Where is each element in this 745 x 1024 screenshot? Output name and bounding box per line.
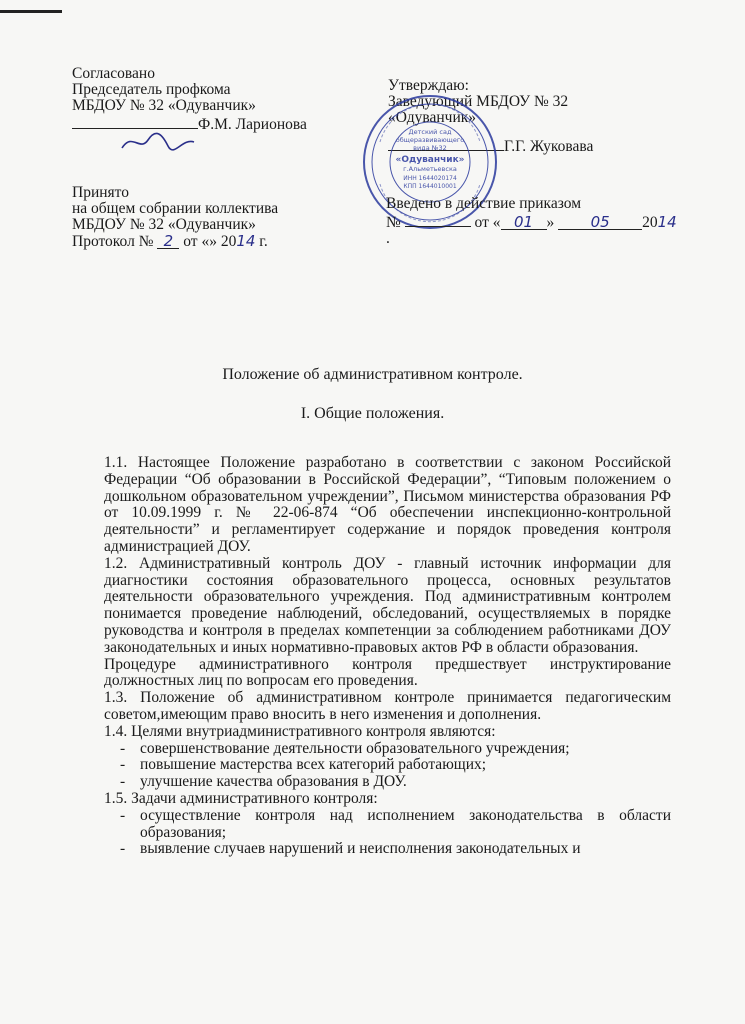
order-number-blank [405, 212, 471, 227]
protocol-date: от «» 20 [183, 233, 237, 250]
order-from: от « [474, 214, 501, 231]
order-day-close: » [546, 214, 555, 231]
paragraph-1-1: 1.1. Настоящее Положение разработано в соответствии с законом Российской Федерации “Об образовании в Российской Федерации”, “Типовым положением о дошкольном образовательном учреждении”, Письмом министерства образования РФ от 10.09.1999 г. № 22-06-874 “Об обеспечении инспекционно-контрольной деятельности” и регламентирует содержание и порядок проведения контроля администрацией ДОУ. [104, 454, 671, 555]
head-title-line1: Заведующий МБДОУ № 32 [388, 93, 569, 110]
stamp-line1: Детский сад [408, 128, 452, 136]
tasks-list [104, 808, 671, 858]
order-year: 14 [657, 213, 677, 231]
goals-list [104, 741, 671, 791]
protocol-line [72, 233, 278, 250]
goal-1: совершенствование деятельности образовательного учреждения; [140, 739, 570, 757]
stamp-inn: ИНН 1644020174 [403, 175, 457, 182]
stamp-name: «Одуванчик» [395, 155, 465, 165]
protocol-year: 14 [236, 232, 256, 250]
task-2: выявление случаев нарушений и неисполнения законодательных и [140, 840, 581, 858]
protocol-suffix: г. [255, 233, 268, 250]
paragraph-procedure: Процедуре административного контроля предшествует инструктирование должностных лиц по вопросам его проведения. [104, 655, 671, 690]
document-body [104, 455, 671, 858]
list-item: - совершенствование деятельности образовательного учреждения; [120, 739, 570, 757]
task-1: осуществление контроля над исполнением законодательства в области образования; [140, 806, 671, 841]
goal-3: улучшение качества образования в ДОУ. [140, 773, 407, 791]
order-line [386, 212, 677, 231]
stamp-city: г.Альметьевска [403, 165, 457, 173]
order-block [386, 196, 677, 247]
document-title: Положение об административном контроле. [222, 366, 523, 383]
signature-blank [72, 114, 198, 129]
stamp-line2: общеразвивающего [395, 136, 465, 144]
union-org-label: МБДОУ № 32 «Одуванчик» [72, 97, 256, 114]
agreed-block [72, 66, 307, 133]
accepted-block [72, 185, 278, 250]
protocol-number: 2 [157, 234, 179, 249]
union-chair-label: Председатель профкома [72, 81, 231, 98]
stamp-kpp: КПП 1644010001 [403, 183, 457, 190]
handwritten-signature-icon [118, 128, 198, 156]
order-month: 05 [558, 215, 642, 230]
order-year-prefix: 20 [642, 214, 658, 231]
order-day: 01 [501, 215, 547, 230]
head-name: Г.Г. Жуковава [504, 138, 594, 155]
stamp-line3: вида №32 [413, 144, 447, 152]
list-item: - повышение мастерства всех категорий работающих; [120, 756, 487, 774]
goal-2: повышение мастерства всех категорий работающих; [140, 756, 487, 774]
accepted-label: Принято [72, 184, 129, 201]
paragraph-1-4: 1.4. Целями внутриадминистративного контроля являются: [104, 722, 496, 740]
enacted-label: Введено в действие приказом [386, 195, 582, 212]
paragraph-1-3: 1.3. Положение об административном контроле принимается педагогическим советом,имеющим право вносить в него изменения и дополнения. [104, 689, 671, 723]
union-chair-name: Ф.М. Ларионова [198, 116, 307, 133]
paragraph-1-2: 1.2. Административный контроль ДОУ - главный источник информации для диагностики состояния образовательного процесса, основных результатов деятельности образовательного учреждения. Под административным контролем понимается проведение наблюдений, обследований, осуществляемых в порядке руководства и контроля в пределах компетенции за соблюдением работниками ДОУ законодательных и иных нормативно-правовых актов РФ в области образования. [104, 554, 671, 656]
list-item: - выявление случаев нарушений и неисполнения законодательных и [120, 840, 581, 858]
list-item: - осуществление контроля над исполнением законодательства в области образования; [120, 806, 671, 841]
list-item: - улучшение качества образования в ДОУ. [120, 773, 407, 791]
approve-label: Утверждаю: [388, 77, 469, 94]
scan-edge-mark [0, 10, 62, 13]
protocol-prefix: Протокол № [72, 233, 154, 250]
head-title-line2: «Одуванчик» [388, 109, 477, 126]
order-dot: . [386, 230, 390, 247]
meeting-label: на общем собрании коллектива [72, 200, 279, 217]
section-title: I. Общие положения. [300, 405, 445, 422]
paragraph-1-5: 1.5. Задачи административного контроля: [104, 789, 378, 807]
order-no-prefix: № [386, 214, 401, 231]
accepted-org-label: МБДОУ № 32 «Одуванчик» [72, 216, 256, 233]
agreed-label: Согласовано [72, 65, 155, 82]
